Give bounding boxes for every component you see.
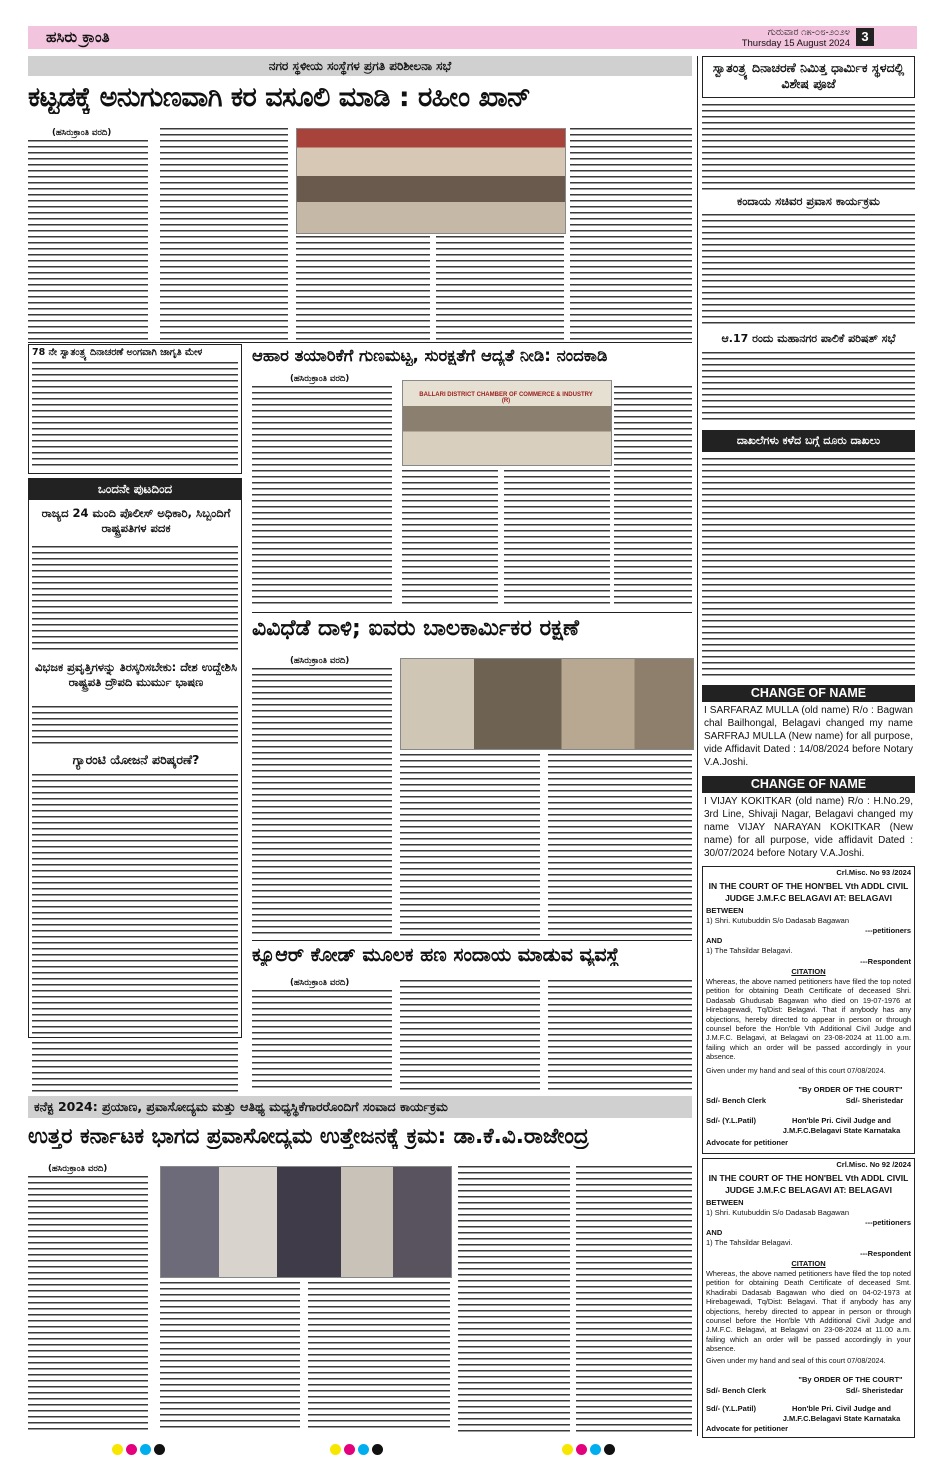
headline-child-labour: ವಿವಿಧೆಡೆ ದಾಳಿ; ಐವರು ಬಾಲಕಾರ್ಮಿಕರ ರಕ್ಷಣೆ — [252, 616, 580, 641]
article-text — [296, 236, 430, 340]
article-text — [548, 980, 692, 1092]
byline: (ಹಸಿರುಕ್ರಾಂತಿ ವರದಿ) — [48, 1164, 108, 1174]
between-label: BETWEEN — [706, 906, 744, 915]
given-line: Given under my hand and seal of this court 07/08/2024. — [706, 1356, 886, 1365]
citation-label: CITATION — [791, 967, 826, 976]
police-medal-headline: ರಾಜ್ಯದ 24 ಮಂದಿ ಪೊಲೀಸ್ ಅಧಿಕಾರಿ, ಸಿಬ್ಬಂದಿಗೆ ರಾಷ್ಟ್ರಪತಿಗಳ ಪದಕ — [41, 506, 231, 535]
special-puja-title: ಸ್ವಾತಂತ್ರ್ಯ ದಿನಾಚರಣೆ ನಿಮಿತ್ತ ಧಾರ್ಮಿಕ ಸ್ಥಳದಲ್ಲಿ ವಿಶೇಷ ಪೂಜೆ — [712, 60, 905, 91]
headline-qr-payment: ಕ್ಯೂಆರ್ ಕೋಡ್ ಮೂಲಕ ಹಣ ಸಂದಾಯ ಮಾಡುವ ವ್ಯವಸ್ಥೆ — [252, 944, 620, 966]
article-text — [702, 214, 915, 326]
case-number: Crl.Misc. No 93 /2024 — [836, 868, 911, 877]
masthead-date-english: Thursday 15 August 2024 — [741, 38, 850, 49]
given-line: Given under my hand and seal of this court 07/08/2024. — [706, 1066, 886, 1075]
headline-food-quality: ಆಹಾರ ತಯಾರಿಕೆಗೆ ಗುಣಮಟ್ಟ, ಸುರಕ್ಷತೆಗೆ ಆದ್ಯತೆ ನೀಡಿ: ನಂದಕಾಡಿ — [252, 346, 608, 365]
article-text — [458, 1166, 570, 1432]
change-of-name-notice: I SARFARAZ MULLA (old name) R/o : Bagwan chal Bailhongal, Belagavi changed my name SARFRAJ MULLA (New name) for all purpose, vide Affidavit Dated : 14/08/2024 before Notary V.A.Joshi. — [704, 705, 913, 768]
respondent: 1) The Tahsildar Belagavi. — [706, 1238, 793, 1247]
awareness-fair-title: 78 ನೇ ಸ್ವಾತಂತ್ರ್ಯ ದಿನಾಚರಣೆ ಅಂಗವಾಗಿ ಜಾಗೃತಿ ಮೇಳ — [32, 347, 203, 358]
continued-label: ಒಂದನೇ ಪುಟದಿಂದ — [28, 478, 242, 500]
and-label: AND — [706, 936, 723, 945]
judge-title: Hon'ble Pri. Civil Judge and J.M.F.C.Belagavi State Karnataka — [782, 1116, 901, 1135]
minister-tour-heading: ಕಂದಾಯ ಸಚಿವರ ಪ್ರವಾಸ ಕಾರ್ಯಕ್ರಮ — [737, 194, 880, 208]
divider — [252, 940, 692, 941]
petitioners-label: ---petitioners — [865, 1218, 911, 1227]
tourism-event-photo — [160, 1166, 452, 1278]
page-number: 3 — [856, 28, 874, 46]
advocate-label: Advocate for petitioner — [706, 1138, 789, 1147]
documents-complaint-heading: ದಾಖಲೆಗಳು ಕಳೆದ ಬಗ್ಗೆ ದೂರು ದಾಖಲು — [702, 430, 915, 452]
guarantee-scheme-headline: ಗ್ಯಾರಂಟಿ ಯೋಜನೆ ಪರಿಷ್ಕರಣೆ? — [72, 752, 200, 767]
article-text — [252, 668, 392, 938]
and-label: AND — [706, 1228, 723, 1237]
article-text — [252, 386, 392, 608]
court-order: "By ORDER OF THE COURT" — [798, 1085, 903, 1094]
citation-body: Whereas, the above named petitioners have filed the top noted petition for obtaining Death Certificate of deceased Shri. Dadasab Ghudusab Bagawan who died on 19-07-1976 at Hirebagewadi, Tq/Dist: Belagavi. That if anybody has any objections, hereby directed to appear in person or through counsel before the Hon'ble Vth Additional Civil Judge and J.M.F.C. Belagavi, at Belagavi on 23-08-2024 at 11.00 a.m. failing which an order will be passed accordingly in your absence. — [706, 977, 911, 1062]
article-text — [28, 140, 148, 340]
article-text — [702, 458, 915, 680]
advocate-sign: Sd/- (Y.L.Patil) — [706, 1116, 757, 1125]
petitioner: 1) Shri. Kutubuddin S/o Dadasab Bagawan — [706, 916, 850, 925]
article-text — [32, 546, 238, 654]
advocate-label: Advocate for petitioner — [706, 1424, 789, 1433]
citation-body: Whereas, the above named petitioners have filed the top noted petition for obtaining Death Certificate of deceased Smt. Khadirabi Dadasab Bagawan who died on 04-02-1973 at Hirebagewadi, Tq/Dist: Belagavi. That if anybody has any objections, hereby directed to appear in person or through counsel before the Hon'ble Vth Additional Civil Judge and J.M.F.C. Belagavi, at Belagavi on 23-08-2024 at 11.00 a.m. failing which an order will be passed accordingly in your absence. — [706, 1269, 911, 1354]
bench-clerk: Sd/- Bench Clerk — [706, 1386, 767, 1395]
change-of-name-heading: CHANGE OF NAME — [702, 685, 915, 702]
article-text — [252, 990, 392, 1092]
sheristedar: Sd/- Sheristedar — [845, 1386, 904, 1395]
meeting-photo — [296, 128, 566, 234]
article-text — [576, 1166, 692, 1432]
respondent-label: ---Respondent — [860, 957, 911, 966]
article-text — [28, 1176, 148, 1432]
sheristedar: Sd/- Sheristedar — [845, 1096, 904, 1105]
headline-tax-collection: ಕಟ್ಟಡಕ್ಕೆ ಅನುಗುಣವಾಗಿ ಕರ ವಸೂಲಿ ಮಾಡಿ : ರಹೀಂ ಖಾನ್ — [28, 82, 531, 113]
article-text — [400, 980, 540, 1092]
council-meeting-heading: ಆ.17 ರಂದು ಮಹಾನಗರ ಪಾಲಿಕೆ ಪರಿಷತ್ ಸಭೆ — [721, 332, 896, 345]
chamber-banner-text: BALLARI DISTRICT CHAMBER OF COMMERCE & INDUSTRY (R) — [419, 392, 593, 404]
petitioners-label: ---petitioners — [865, 926, 911, 935]
article-text — [32, 1042, 238, 1092]
divider — [28, 342, 692, 343]
judge-title: Hon'ble Pri. Civil Judge and J.M.F.C.Belagavi State Karnataka — [782, 1404, 901, 1423]
article-text — [548, 754, 692, 938]
headline-tourism: ಉತ್ತರ ಕರ್ನಾಟಕ ಭಾಗದ ಪ್ರವಾಸೋದ್ಯಮ ಉತ್ತೇಜನಕ್ಕೆ ಕ್ರಮ: ಡಾ.ಕೆ.ವಿ.ರಾಜೇಂದ್ರ — [28, 1124, 589, 1149]
bench-clerk: Sd/- Bench Clerk — [706, 1096, 767, 1105]
respondent: 1) The Tahsildar Belagavi. — [706, 946, 793, 955]
byline: (ಹಸಿರುಕ್ರಾಂತಿ ವರದಿ) — [290, 656, 350, 666]
article-text — [400, 754, 540, 938]
president-speech-headline: ವಿಭಜಕ ಪ್ರವೃತ್ತಿಗಳನ್ನು ತಿರಸ್ಕರಿಸಬೇಕು: ದೇಶ ಉದ್ದೇಶಿಸಿ ರಾಷ್ಟ್ರಪತಿ ದ್ರೌಪದಿ ಮುರ್ಮು ಭಾಷಣ — [34, 660, 238, 689]
respondent-label: ---Respondent — [860, 1249, 911, 1258]
section-banner: ನಗರ ಸ್ಥಳೀಯ ಸಂಸ್ಥೆಗಳ ಪ್ರಗತಿ ಪರಿಶೀಲನಾ ಸಭೆ — [28, 56, 692, 76]
article-text — [702, 352, 915, 424]
between-label: BETWEEN — [706, 1198, 744, 1207]
change-of-name-heading: CHANGE OF NAME — [702, 776, 915, 793]
change-of-name-notice: I VIJAY KOKITKAR (old name) R/o : H.No.29, 3rd Line, Shivaji Nagar, Belagavi changed my name VIJAY NARAYAN KOKITKAR (New name) for all purpose, vide affidavit Dated : 30/07/2024 before Notary V.A.Joshi. — [704, 796, 913, 859]
divider — [252, 612, 692, 613]
petitioner: 1) Shri. Kutubuddin S/o Dadasab Bagawan — [706, 1208, 850, 1217]
byline: (ಹಸಿರುಕ್ರಾಂತಿ ವರದಿ) — [290, 374, 350, 384]
citation-label: CITATION — [791, 1259, 826, 1268]
article-text — [160, 1282, 300, 1432]
article-text — [308, 1282, 450, 1432]
article-text — [402, 470, 498, 608]
byline: (ಹಸಿರುಕ್ರಾಂತಿ ವರದಿ) — [290, 978, 350, 988]
article-text — [436, 236, 564, 340]
article-text — [32, 706, 238, 746]
article-text — [504, 470, 610, 608]
article-text — [570, 128, 692, 340]
child-labour-rescue-photo — [400, 658, 694, 750]
article-text — [32, 774, 238, 1034]
newspaper-name: ಹಸಿರು ಕ್ರಾಂತಿ — [46, 28, 110, 46]
court-name: IN THE COURT OF THE HON'BEL Vth ADDL CIVIL JUDGE J.M.F.C BELAGAVI AT: BELAGAVI — [708, 881, 909, 903]
article-text — [614, 386, 692, 608]
byline: (ಹಸಿರುಕ್ರಾಂತಿ ವರದಿ) — [52, 128, 112, 138]
masthead-date-kannada: ಗುರುವಾರ ೧೫-೦೮-೨೦೨೪ — [767, 27, 850, 38]
article-text — [32, 362, 238, 470]
court-name: IN THE COURT OF THE HON'BEL Vth ADDL CIVIL JUDGE J.M.F.C BELAGAVI AT: BELAGAVI — [708, 1173, 909, 1195]
tourism-kicker: ಕನೆಕ್ಟ 2024: ಪ್ರಯಾಣ, ಪ್ರವಾಸೋದ್ಯಮ ಮತ್ತು ಆತಿಥ್ಯ ಮಧ್ಯಸ್ಥಿಕೆಗಾರರೊಂದಿಗೆ ಸಂವಾದ ಕಾರ್ಯಕ್ರಮ — [28, 1096, 692, 1118]
advocate-sign: Sd/- (Y.L.Patil) — [706, 1404, 757, 1413]
court-order: "By ORDER OF THE COURT" — [798, 1375, 903, 1384]
case-number: Crl.Misc. No 92 /2024 — [836, 1160, 911, 1169]
article-text — [160, 128, 288, 340]
column-divider — [697, 56, 698, 1436]
article-text — [702, 104, 915, 190]
